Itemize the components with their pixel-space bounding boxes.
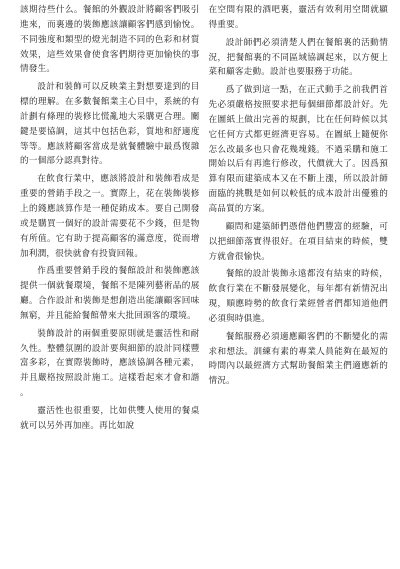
paragraph: 爲了做到這一點，在正式動手之前我們首先必須嚴格按照要求把每個細節都設計好。先在圖紙上做出完善的規劃，比在任何時候以其它任何方式都更經濟更容易。在圖紙上隨便你怎么改最多也只會花幾塊錢。不過采購和施工開始以后有再進行修改，代價就大了。因爲預算有限而建築成本又在不斷上漲，所以設計師面臨的挑戰是如何以較低的成本設計出優雅的高品質的方案。 bbox=[208, 85, 388, 214]
paragraph: 餐館的設計裝飾永遠都沒有結束的時候，飲食行業在不斷發展變化，每年都有新情況出現，順應時勢的飲食行業經營者們都知道他們必須與時俱進。 bbox=[208, 269, 388, 324]
paragraph: 在空間有限的酒吧裏，靈活有效利用空間就顯得重要。 bbox=[208, 5, 388, 30]
paragraph: 設計和裝飾可以反映業主對想要達到的目標的理解。在多數餐館業主心目中，系統的有計劃有條理的裝修比慌亂地大采購更合理。關鍵是要協調，這其中包括色彩，質地和舒適度等等。應該將顧客當成是就餐體驗中最爲復雜的一個部分認真對待。 bbox=[20, 82, 200, 167]
paragraph: 裝飾設計的兩個重要原則就是靈活性和耐久性。整體氛圍的設計要與細節的設計同樣豐富多彩，在實際裝飾時，應該協調各種元素，并且嚴格按照設計施工。這樣看起來才會和諧。 bbox=[20, 328, 200, 399]
paragraph: 靈活性也很重要，比如供雙人使用的餐桌就可以另外再加座。再比如說 bbox=[20, 405, 200, 431]
paragraph: 設計師們必須清楚人們在餐館裏的活動情況，把餐館裏的不同區域協調起來，以方便上菜和顧客走動。設計也要服務于功能。 bbox=[208, 37, 388, 78]
text-column-left bbox=[20, 3, 200, 569]
text-column-right bbox=[209, 3, 389, 569]
paragraph: 作爲重要營銷手段的餐館設計和裝飾應該提供一個就餐環境，餐館不是陳列藝術品的展廳。合作設計和裝飾是想創造出能讓顧客回味無窮，并且能給餐館帶來大批回頭客的環境。 bbox=[20, 266, 200, 321]
paragraph: 餐館服務必須適應顧客們的不斷變化的需求和想法。訓練有素的專業人員能夠在最短的時間內以最經濟方式幫助餐館業主們適應新的情況。 bbox=[208, 331, 388, 387]
paragraph: 該期待些什么。餐館的外觀設計將顧客們吸引進來，而裏邊的裝飾應該讓顧客們感到愉悅。不同強度和類型的燈光制造不同的色彩和材質效果，這些效果會使食客們期待更加愉快的事情發生。 bbox=[20, 5, 200, 75]
paragraph: 顧問和建築師們憑借他們豐富的經驗，可以把細節落實得很好。在項目結束的時候，雙方就會很愉快。 bbox=[208, 221, 388, 262]
paragraph: 在飲食行業中，應該將設計和裝飾看成是重要的營銷手段之一。實際上，花在裝飾裝修上的錢應該算作是一種促銷成本。要自己開發或是購買一個好的設計需要花不少錢，但是物有所值。它有助于提高顧客的滿意度，從而增加利潤，很快就會有投資回報。 bbox=[20, 174, 200, 259]
